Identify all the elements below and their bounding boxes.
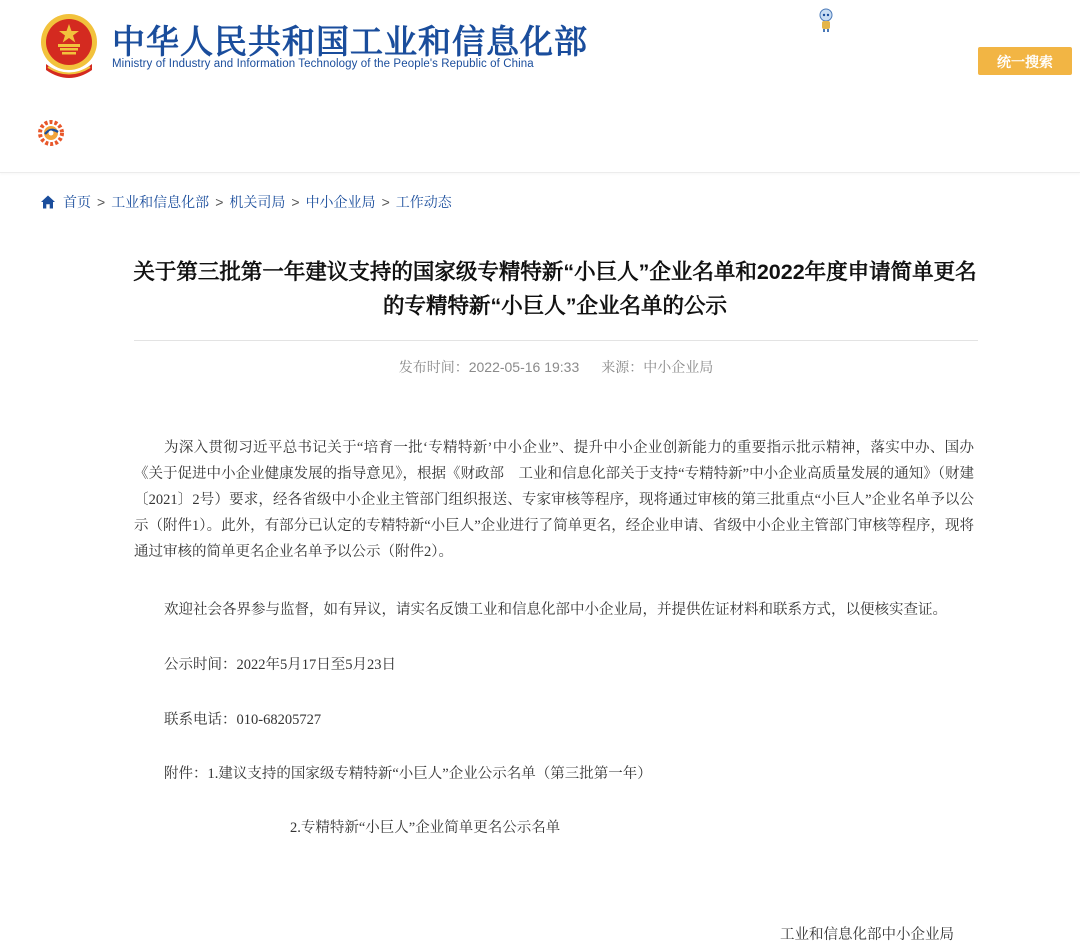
breadcrumb-sme-bureau[interactable]: 中小企业局 — [305, 194, 376, 210]
breadcrumb-separator: > — [291, 194, 300, 210]
publicity-period: 公示时间：2022年5月17日至5月23日 — [164, 657, 396, 673]
publish-time: 2022-05-16 19:33 — [468, 359, 580, 375]
breadcrumb-departments[interactable]: 机关司局 — [229, 194, 286, 210]
breadcrumb-home[interactable]: 首页 — [63, 194, 91, 210]
breadcrumb-separator: > — [215, 194, 224, 210]
unified-search-button[interactable]: 统一搜索 — [978, 47, 1072, 75]
title-divider — [134, 340, 978, 341]
signature: 工业和信息化部中小企业局 — [780, 927, 954, 943]
site-header — [0, 0, 1080, 173]
breadcrumb-work-news[interactable]: 工作动态 — [395, 194, 452, 210]
site-title[interactable]: 中华人民共和国工业和信息化部 — [112, 23, 588, 60]
article-paragraph-intro: 为深入贯彻习近平总书记关于“培育一批‘专精特新’中小企业”、提升中小企业创新能力的重要指示批示精神，落实中办、国办《关于促进中小企业健康发展的指导意见》，根据《财政部 工业和信息化部关于支持“专精特新”中小企业高质量发展的通知》（财建〔2021〕2号）要求，经各省级中小企业主管部门组织报送、专家审核等程序，现将通过审核的第三批重点“小巨人”企业名单予以公示（附件1）。此外，有部分已认定的专精特新“小巨人”企业进行了简单更名，经企业申请、省级中小企业主管部门审核等程序，现将通过审核的简单更名企业名单予以公示（附件2）。 — [134, 440, 974, 560]
breadcrumb-miit[interactable]: 工业和信息化部 — [111, 194, 210, 210]
gear-logo-icon[interactable] — [37, 119, 65, 147]
breadcrumb-separator: > — [97, 194, 106, 210]
attachment-2-link[interactable]: 2.专精特新“小巨人”企业简单更名公示名单 — [290, 820, 561, 836]
attachment-1-link[interactable]: 附件：1.建议支持的国家级专精特新“小巨人”企业公示名单（第三批第一年） — [164, 766, 652, 782]
national-emblem-icon[interactable] — [38, 12, 100, 78]
home-icon[interactable] — [40, 194, 56, 210]
publish-time-label: 发布时间： — [398, 359, 469, 375]
article-paragraph-supervision: 欢迎社会各界参与监督，如有异议，请实名反馈工业和信息化部中小企业局，并提供佐证材料和联系方式，以便核实查证。 — [164, 602, 947, 618]
source-value: 中小企业局 — [643, 359, 714, 375]
article-meta — [134, 357, 978, 377]
breadcrumb — [40, 192, 452, 212]
site-subtitle: Ministry of Industry and Information Technology of the People's Republic of China — [112, 58, 534, 70]
breadcrumb-separator: > — [381, 194, 390, 210]
robot-mascot-icon[interactable] — [817, 7, 835, 33]
contact-phone: 联系电话：010-68205727 — [164, 712, 322, 728]
article-title: 关于第三批第一年建议支持的国家级专精特新“小巨人”企业名单和2022年度申请简单更名的专精特新“小巨人”企业名单的公示 — [133, 260, 977, 318]
source-label: 来源： — [601, 359, 644, 375]
